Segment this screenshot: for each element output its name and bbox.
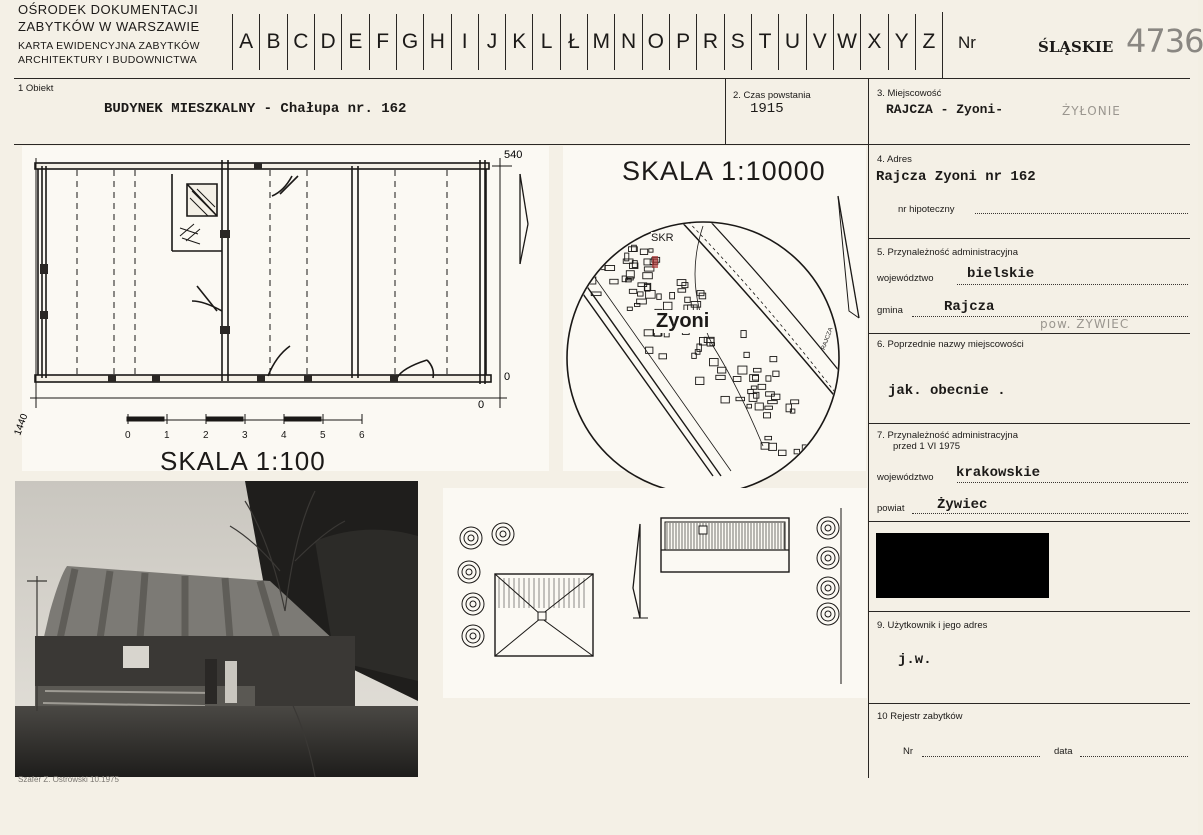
admin-before-county-line	[912, 513, 1188, 514]
admin-before-county-value: Żywiec	[937, 497, 988, 513]
row-rule	[868, 703, 1190, 704]
index-letter-c: C	[287, 14, 314, 70]
plan-tick-4: 4	[281, 430, 287, 441]
admin-voiv-value: bielskie	[967, 266, 1035, 282]
period-value: 1915	[750, 101, 784, 117]
previous-names-label: 6. Poprzednie nazwy miejscowości	[877, 339, 1024, 350]
register-number: 4736	[1126, 22, 1203, 60]
map-marker: SKR	[651, 232, 674, 244]
locality-value: RAJCZA - Zyoni-	[886, 102, 1004, 117]
admin-handwritten: pow. ŻYWIEC	[1040, 317, 1130, 331]
plan-tick-5: 5	[320, 430, 326, 441]
floor-plan-drawing	[12, 146, 549, 471]
admin-before-voiv-label: województwo	[877, 472, 934, 483]
floor-plan-panel	[12, 146, 549, 471]
photo-caption: Szafer Z. Ostrowski 10.1975	[18, 775, 119, 784]
index-letter-f: F	[369, 14, 396, 70]
right-column-divider	[868, 78, 869, 778]
plan-dim-right: 0	[504, 371, 511, 383]
mortgage-label: nr hipoteczny	[898, 204, 955, 215]
plan-tick-2: 2	[203, 430, 209, 441]
org-name-line1: OŚRODEK DOKUMENTACJI	[18, 2, 199, 17]
site-plan-panel	[443, 488, 867, 698]
plan-tick-3: 3	[242, 430, 248, 441]
plan-tick-6: 6	[359, 430, 365, 441]
index-letter-w: W	[833, 14, 860, 70]
map-place-name: Zyoni	[656, 310, 710, 332]
index-letter-n: N	[614, 14, 641, 70]
index-letter-k: K	[505, 14, 532, 70]
locality-handwritten: ŻYŁONIE	[1062, 104, 1121, 118]
index-letter-j: J	[478, 14, 505, 70]
period-label: 2. Czas powstania	[733, 90, 811, 101]
index-letter-s: S	[724, 14, 751, 70]
plan-dim-top: 540	[504, 149, 523, 161]
card-type-line1: KARTA EWIDENCYJNA ZABYTKÓW	[18, 40, 200, 52]
index-letter-o: O	[642, 14, 669, 70]
plan-dim-right2: 0	[478, 399, 485, 411]
header-rule	[14, 78, 1190, 79]
index-letter-h: H	[423, 14, 450, 70]
register-nr-label: Nr	[903, 746, 914, 757]
mortgage-line	[975, 213, 1188, 214]
divider	[725, 78, 726, 144]
user-value: j.w.	[898, 652, 932, 668]
map-drawing	[563, 146, 866, 471]
map-panel	[563, 146, 866, 471]
plan-tick-0: 0	[125, 430, 131, 441]
admin-commune-label: gmina	[877, 305, 903, 316]
index-letter-z: Z	[915, 14, 942, 70]
object-value: BUDYNEK MIESZKALNY - Chałupa nr. 162	[104, 101, 407, 117]
row-rule	[868, 521, 1190, 522]
index-letter-p: P	[669, 14, 696, 70]
locality-label: 3. Miejscowość	[877, 88, 942, 99]
admin-label: 5. Przynależność administracyjna	[877, 247, 1018, 258]
index-letter-u: U	[778, 14, 805, 70]
index-letter-b: B	[259, 14, 286, 70]
redacted-field	[876, 533, 1049, 598]
row-rule	[868, 238, 1190, 239]
index-letter-x: X	[860, 14, 887, 70]
card-type-line2: ARCHITEKTURY I BUDOWNICTWA	[18, 54, 198, 66]
object-label: 1 Obiekt	[18, 83, 54, 94]
admin-before-label2: przed 1 VI 1975	[893, 441, 961, 452]
building-photograph	[15, 481, 418, 777]
user-label: 9. Użytkownik i jego adres	[877, 620, 988, 631]
row-rule	[868, 333, 1190, 334]
register-label: 10 Rejestr zabytków	[877, 711, 963, 722]
admin-voiv-line	[957, 284, 1188, 285]
admin-voiv-label: województwo	[877, 273, 934, 284]
address-value: Rajcza Zyoni nr 162	[876, 169, 1036, 185]
index-letter-ł: Ł	[560, 14, 587, 70]
nr-label: Nr	[958, 33, 976, 52]
photo-image	[15, 481, 418, 777]
nr-divider	[942, 12, 943, 78]
register-date-line	[1080, 756, 1188, 757]
index-letter-a: A	[232, 14, 259, 70]
plan-tick-1: 1	[164, 430, 170, 441]
map-scale-label: SKALA 1:10000	[622, 156, 826, 186]
index-letter-l: L	[532, 14, 559, 70]
org-name-line2: ZABYTKÓW W WARSZAWIE	[18, 19, 200, 34]
register-nr-line	[922, 756, 1040, 757]
plan-scale-label: SKALA 1:100	[160, 446, 326, 476]
row-rule	[14, 144, 1190, 145]
admin-before-label: 7. Przynależność administracyjna	[877, 430, 1018, 441]
index-letter-r: R	[696, 14, 723, 70]
admin-before-voiv-value: krakowskie	[956, 465, 1041, 481]
map-river-label: RAJCZA	[820, 327, 835, 351]
index-letter-e: E	[341, 14, 368, 70]
admin-before-voiv-line	[957, 482, 1188, 483]
admin-commune-line	[912, 316, 1188, 317]
index-letters	[232, 14, 942, 70]
admin-commune-value: Rajcza	[944, 299, 995, 315]
previous-names-value: jak. obecnie .	[888, 383, 1006, 399]
row-rule	[868, 611, 1190, 612]
row-rule	[868, 423, 1190, 424]
admin-before-county-label: powiat	[877, 503, 905, 514]
index-letter-g: G	[396, 14, 423, 70]
plan-dim-left: 1440	[12, 412, 31, 438]
index-letter-t: T	[751, 14, 778, 70]
index-letter-i: I	[451, 14, 478, 70]
register-date-label: data	[1054, 746, 1073, 757]
index-letter-y: Y	[888, 14, 915, 70]
address-label: 4. Adres	[877, 154, 912, 165]
index-letter-d: D	[314, 14, 341, 70]
site-plan-drawing	[443, 488, 867, 698]
index-letter-v: V	[806, 14, 833, 70]
region-name: ŚLĄSKIE	[1038, 38, 1114, 56]
index-letter-m: M	[587, 14, 614, 70]
